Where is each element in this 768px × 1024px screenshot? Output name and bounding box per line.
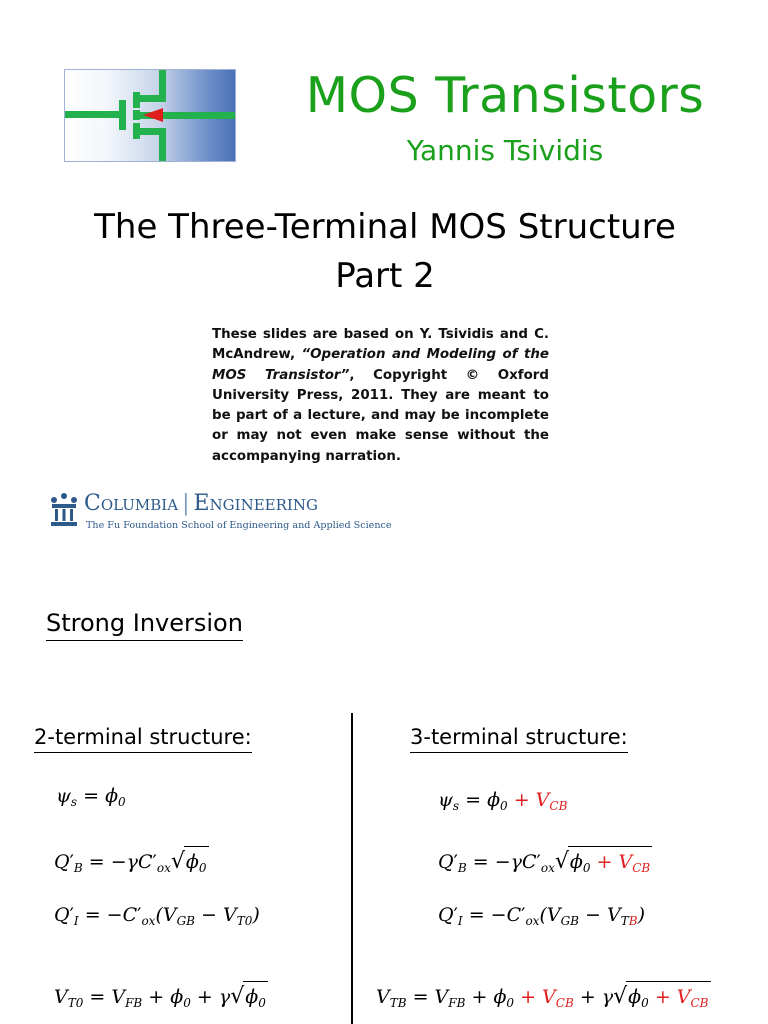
note-text-1: These slides are based on Y. Tsividis and C. McAndrew, (212, 327, 549, 363)
eq-left-inversion-charge: $Q'_I = -C'_{ox}(V_{GB} - V_{T0})$ (54, 904, 260, 928)
columbia-engineering-logo (48, 490, 392, 536)
copyright-note (212, 325, 549, 467)
slide-subtitle (40, 203, 730, 301)
note-text-2: , Copyright © Oxford University Press, 2011. They are meant to be part of a lecture, and may be incomplete or may not even make sense without the accompanying narration. (212, 367, 549, 464)
subtitle-line-1: The Three-Terminal MOS Structure (94, 207, 676, 247)
eq-right-inversion-charge: $Q'_I = -C'_{ox}(V_{GB} - V_{TB})$ (438, 904, 645, 928)
subtitle-line-2: Part 2 (335, 256, 435, 296)
author-name: Yannis Tsividis (406, 134, 604, 167)
eq-left-surface-potential: $\psi_s = \phi_0$ (56, 785, 126, 809)
section-title: Strong Inversion (46, 606, 243, 641)
right-column-heading: 3-terminal structure: (410, 722, 628, 753)
eq-right-surface-potential: $\psi_s = \phi_0 + V_{CB}$ (438, 789, 568, 813)
note-book-title: “Operation and Modeling of the MOS Transistor” (212, 347, 549, 383)
slide-title: MOS Transistors (305, 67, 705, 124)
columbia-word-left: Columbia (84, 491, 179, 516)
columbia-word-right: Engineering (193, 491, 318, 516)
eq-left-bulk-charge: $Q'_B = -\gamma C'_{ox}√\phi_0$ (54, 846, 209, 883)
columbia-subline: The Fu Foundation School of Engineering and Applied Science (86, 520, 392, 531)
columbia-separator: | (182, 491, 190, 516)
eq-right-threshold: $V_{TB} = V_{FB} + \phi_0 + V_{CB} + \gamma√\phi_0 + V_{CB}$ (376, 981, 711, 1018)
eq-right-bulk-charge: $Q'_B = -\gamma C'_{ox}√\phi_0 + V_{CB}$ (438, 846, 652, 883)
columbia-wordmark (84, 490, 318, 518)
eq-left-threshold: $V_{T0} = V_{FB} + \phi_0 + \gamma√\phi_0$ (54, 981, 268, 1018)
columbia-crown-icon (48, 492, 80, 528)
left-column-heading: 2-terminal structure: (34, 722, 252, 753)
transistor-logo-icon (64, 69, 236, 162)
column-divider (351, 713, 353, 1024)
